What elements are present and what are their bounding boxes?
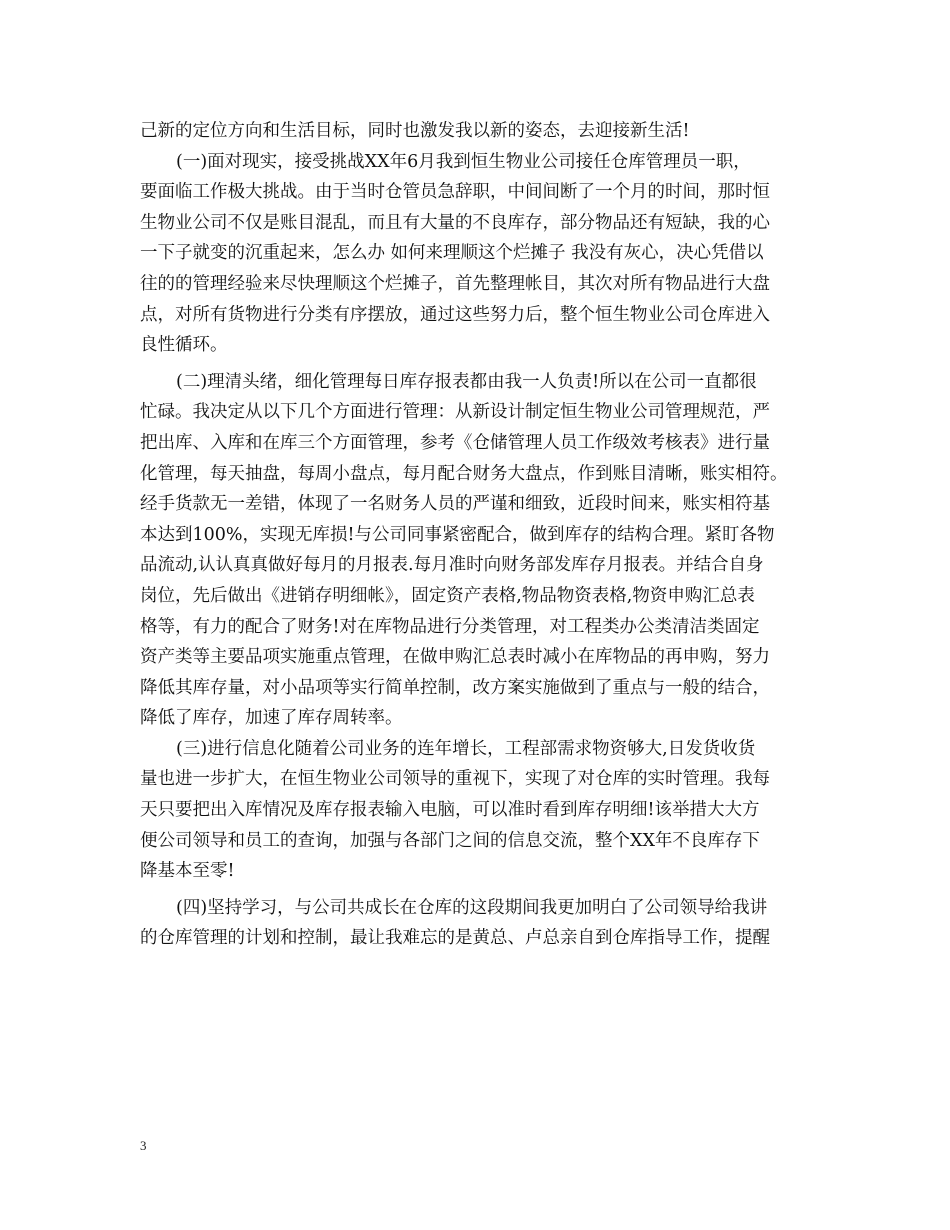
text-line: (三)进行信息化随着公司业务的连年增长，工程部需求物资够大,日发货收货 xyxy=(176,738,756,759)
text-line: 本达到100%，实现无库损!与公司同事紧密配合，做到库存的结构合理。紧盯各物 xyxy=(140,524,775,545)
text-line: (四)坚持学习，与公司共成长在仓库的这段期间我更加明白了公司领导给我讲 xyxy=(176,897,768,918)
paragraph-1 xyxy=(140,147,830,361)
text-line: 良性循环。 xyxy=(140,335,228,356)
text-line: 己新的定位方向和生活目标，同时也激发我以新的姿态，去迎接新生活! xyxy=(140,121,690,141)
text-line: 往的的管理经验来尽快理顺这个烂摊子，首先整理帐目，其次对所有物品进行大盘 xyxy=(140,273,770,294)
text-line: 天只要把出入库情况及库存报表输入电脑，可以准时看到库存明细!该举措大大方 xyxy=(140,800,760,821)
text-line: 岗位，先后做出《进销存明细帐》，固定资产表格,物品物资表格,物资申购汇总表 xyxy=(140,585,755,606)
paragraph-2 xyxy=(140,367,830,734)
text-line: 点，对所有货物进行分类有序摆放，通过这些努力后，整个恒生物业公司仓库进入 xyxy=(140,304,770,325)
text-line: 降基本至零! xyxy=(140,861,235,882)
text-line: 量也进一步扩大，在恒生物业公司领导的重视下，实现了对仓库的实时管理。我每 xyxy=(140,769,770,790)
text-line: 品流动,认认真真做好每月的月报表.每月准时向财务部发库存月报表。并结合自身 xyxy=(140,555,764,576)
text-line: 资产类等主要品项实施重点管理，在做申购汇总表时减小在库物品的再申购，努力 xyxy=(140,647,770,668)
text-line: 便公司领导和员工的查询，加强与各部门之间的信息交流，整个XX年不良库存下 xyxy=(140,830,760,851)
paragraph-3 xyxy=(140,734,830,887)
paragraph-0 xyxy=(140,116,830,147)
text-line: 格等，有力的配合了财务!对在库物品进行分类管理，对工程类办公类清洁类固定 xyxy=(140,616,760,637)
text-line: 生物业公司不仅是账目混乱，而且有大量的不良库存，部分物品还有短缺，我的心 xyxy=(140,212,770,233)
paragraph-4 xyxy=(140,893,830,954)
text-line: 经手货款无一差错，体现了一名财务人员的严谨和细致，近段时间来，账实相符基 xyxy=(140,494,770,515)
document-body xyxy=(140,116,830,954)
text-line: (二)理清头绪，细化管理每日库存报表都由我一人负责!所以在公司一直都很 xyxy=(176,371,757,392)
page-number: 3 xyxy=(140,1138,147,1153)
text-line: 化管理，每天抽盘，每周小盘点，每月配合财务大盘点，作到账目清晰，账实相符。 xyxy=(140,463,788,484)
text-line: 的仓库管理的计划和控制，最让我难忘的是黄总、卢总亲自到仓库指导工作，提醒 xyxy=(140,928,770,949)
text-line: 一下子就变的沉重起来，怎么办 如何来理顺这个烂摊子 我没有灰心，决心凭借以 xyxy=(140,243,764,264)
text-line: (一)面对现实，接受挑战XX年6月我到恒生物业公司接任仓库管理员一职， xyxy=(176,151,751,172)
text-line: 忙碌。我决定从以下几个方面进行管理：从新设计制定恒生物业公司管理规范，严 xyxy=(140,402,770,423)
text-line: 把出库、入库和在库三个方面管理，参考《仓储管理人员工作级效考核表》进行量 xyxy=(140,432,770,453)
text-line: 降低了库存，加速了库存周转率。 xyxy=(140,708,403,729)
text-line: 要面临工作极大挑战。由于当时仓管员急辞职，中间间断了一个月的时间，那时恒 xyxy=(140,182,770,203)
text-line: 降低其库存量，对小品项等实行简单控制，改方案实施做到了重点与一般的结合， xyxy=(140,677,770,698)
